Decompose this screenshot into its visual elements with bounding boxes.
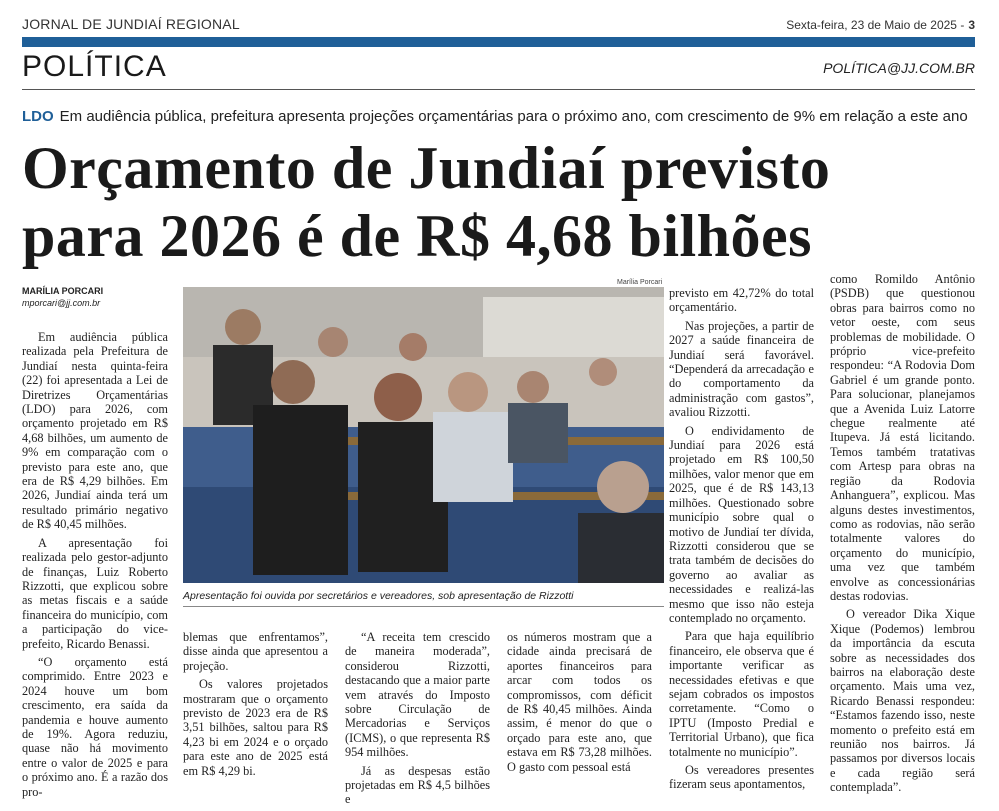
kicker: [22, 108, 968, 125]
paragraph: O endividamento de Jundiaí para 2026 está projetado em R$ 100,50 milhões, valor menor que em 2025, que é de R$ 143,13 milhões. Questionado sobre município sobre qual o motivo de Jundiaí ter dívida, Rizzotti considerou que se trata também de decisões do governo ao avaliar as necessidades e realizá-las mesmo que isso não esteja contemplado no orçamento.: [669, 423, 814, 625]
paragraph: Para que haja equilíbrio financeiro, ele observa que é importante verificar as necessidades efetivas e que sejam cobrados os impostos corretamente. “Como o IPTU (Imposto Predial e Territorial Urbano), que fica totalmente no município”.: [669, 629, 814, 759]
paragraph: Já as despesas estão projetadas em R$ 4,5 bilhões e: [345, 763, 490, 807]
paragraph: blemas que enfrentamos”, disse ainda que apresentou a projeção.: [183, 630, 328, 673]
article-column-4: [507, 630, 652, 778]
masthead-rule: [22, 37, 975, 47]
article-photo[interactable]: [183, 287, 664, 583]
paragraph: Nas projeções, a partir de 2027 a saúde financeira de Jundiaí será favorável. “Dependerá da arrecadação e do comportamento da administração com gastos”, avaliou Rizzotti.: [669, 318, 814, 420]
section-divider: [22, 89, 975, 90]
headline-line-2: para 2026 é de R$ 4,68 bilhões: [22, 203, 813, 269]
paragraph: Os vereadores presentes fizeram seus apontamentos,: [669, 763, 814, 792]
section-email[interactable]: POLÍTICA@JJ.COM.BR: [823, 60, 975, 76]
newspaper-name: JORNAL DE JUNDIAÍ REGIONAL: [22, 16, 240, 32]
headline: [22, 134, 977, 270]
kicker-text: Em audiência pública, prefeitura apresenta projeções orçamentárias para o próximo ano, com crescimento de 9% em relação a este ano: [59, 108, 968, 125]
dateline: [786, 18, 975, 32]
photo-caption: Apresentação foi ouvida por secretários e vereadores, sob apresentação de Rizzotti: [183, 590, 574, 602]
kicker-tag: LDO: [22, 108, 54, 125]
paragraph: os números mostram que a cidade ainda precisará de aportes financeiros para arcar com todos os compromissos, com déficit de R$ 40,45 milhões. Ainda assim, é menor do que o orçado para este ano, que estava em R$ 73,28 milhões. O gasto com pessoal está: [507, 630, 652, 774]
paragraph: A apresentação foi realizada pelo gestor-adjunto de finanças, Luiz Roberto Rizzotti, que explicou sobre as metas fiscais e a saúde financeira do município, com a participação do vice-prefeito, Ricardo Benassi.: [22, 535, 168, 651]
paragraph: O vereador Dika Xique Xique (Podemos) lembrou da importância da escuta sobre as necessidades dos bairros na elaboração deste orçamento. Mais uma vez, Ricardo Benassi respondeu: “Estamos fazendo isso, neste momento o prefeito está em reunião nos bairros. Já passamos por diversos locais e cada região será contemplada”.: [830, 607, 975, 795]
photo-credit: Marília Porcari: [617, 279, 663, 286]
section-title: POLÍTICA: [22, 50, 167, 83]
paragraph: “A receita tem crescido de maneira moderada”, considerou Rizzotti, destacando que a maior parte vem através do Imposto sobre Circulação de Mercadorias e Serviços (ICMS), o que representa R$ 954 milhões.: [345, 630, 490, 760]
author-name: MARÍLIA PORCARI: [22, 286, 104, 296]
page-number: 3: [968, 18, 975, 32]
caption-divider: [183, 606, 664, 607]
paragraph: “O orçamento está comprimido. Entre 2023 e 2024 houve um bom crescimento, era saída da pandemia e houve aumento de 19%. Agora reduziu, quase não há movimento entre o valor de 2025 e para o próximo ano. É a razão dos pro-: [22, 654, 168, 799]
audience-photo-illustration: [183, 287, 664, 583]
article-column-2: [183, 630, 328, 782]
article-column-5: [669, 286, 814, 796]
headline-line-1: Orçamento de Jundiaí previsto: [22, 135, 831, 201]
publication-date: Sexta-feira, 23 de Maio de 2025 -: [786, 18, 965, 32]
paragraph: previsto em 42,72% do total orçamentário.: [669, 286, 814, 315]
author-email[interactable]: mporcari@jj.com.br: [22, 298, 101, 308]
article-column-1: [22, 330, 168, 803]
article-column-6: [830, 272, 975, 799]
article-column-3: [345, 630, 490, 811]
paragraph: como Romildo Antônio (PSDB) que questionou obras para bairros como no vetor oeste, com seus problemas de mobilidade. O próprio vice-prefeito respondeu: “A Rodovia Dom Gabriel é um grande ponto. Para solucionar, planejamos que a Avenida Luiz Latorre chegue realmente até Itupeva. Já está licitando. Temos também tratativas com Artesp para obras na região da Rodovia Anhanguera”, explicou. Mas alguns destes investimentos, como as rodovias, não serão totalmente valores do orçamento do município, uma vez que também envolve as concessionárias destas rodovias.: [830, 272, 975, 603]
paragraph: Os valores projetados mostraram que o orçamento previsto de 2023 era de R$ 3,51 bilhões, saltou para R$ 4,23 bi em 2024 e o orçado para este ano de 2025 está em R$ 4,29 bi.: [183, 677, 328, 778]
paragraph: Em audiência pública realizada pela Prefeitura de Jundiaí nesta quinta-feira (22) foi apresentada a Lei de Diretrizes Orçamentárias (LDO) para 2026, com orçamento projetado em R$ 4,68 bilhões, um aumento de 9% em comparação com o previsto para este ano, que era de R$ 4,29 bilhões. Em 2026, Jundiaí ainda terá um resultado primário negativo de R$ 40,45 milhões.: [22, 330, 168, 532]
